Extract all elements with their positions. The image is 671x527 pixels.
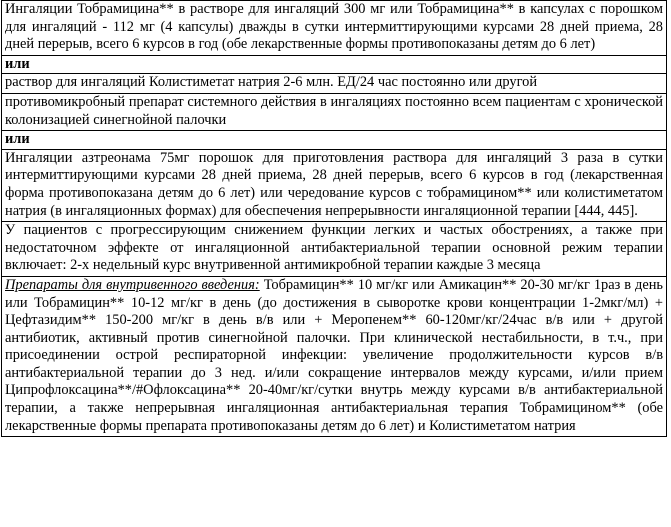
table-row <box>2 149 667 221</box>
table-row <box>2 74 667 94</box>
other-antimicrobial-cell: противомикробный препарат системного действия в ингаляциях постоянно всем пациентам с хронической колонизацией синегнойной палочки <box>2 93 667 130</box>
tobramycin-inhalation-cell: Ингаляции Тобрамицина** в растворе для ингаляций 300 мг или Тобрамицина** в капсулах с порошком для ингаляций - 112 мг (4 капсулы) дважды в сутки интермиттирующими курсами 28 дней приема, 28 дней перерыв, всего 6 курсов в год (обе лекарственные формы противопоказаны детям до 6 лет) <box>2 1 667 56</box>
treatment-table <box>1 0 667 437</box>
table-row <box>2 131 667 150</box>
table-row <box>2 276 667 436</box>
aztreonam-cell: Ингаляции азтреонама 75мг порошок для приготовления раствора для ингаляций 3 раза в сутки интермиттирующими курсами 28 дней приема, 28 дней перерыв, всего 6 курсов в год (лекарственная форма противопоказана детям до 6 лет) или чередование курсов с тобрамицином** или колистиметатом натрия (в ингаляционных формах) для обеспечения непрерывности ингаляционной терапии [444, 445]. <box>2 149 667 221</box>
table-row <box>2 55 667 74</box>
intravenous-label: Препараты для внутривенного введения: <box>5 276 260 293</box>
table-row <box>2 93 667 130</box>
intravenous-cell <box>2 276 667 436</box>
table-row <box>2 1 667 56</box>
progressive-decline-cell: У пациентов с прогрессирующим снижением функции легких и частых обострениях, а также при недостаточном эффекте от ингаляционной антибактериальной терапии основной режим терапии включает: 2-х недельный курс внутривенной антимикробной терапии каждые 3 месяца <box>2 222 667 277</box>
or-separator: или <box>2 131 667 150</box>
intravenous-text: Тобрамицин** 10 мг/кг или Амикацин** 20-30 мг/кг 1раз в день или Тобрамицин** 10-12 мг/кг в день (до достижения в сыворотке крови концентрации 1-2мкг/мл) + Цефтазидим** 150-200 мг/кг в день в/в или + Меропенем** 60-120мг/кг/24час в/в или + другой антибиотик, активный против синегнойной палочки. При клинической нестабильности, в т.ч., при присоединении острой респираторной инфекции: увеличение продолжительности курсов в/в антибактериальной терапии до 3 нед. и/или сокращение интервалов между курсами, и/или прием Ципрофлоксацина**/#Офлоксацина** 20-40мг/кг/сутки внутрь между курсами в/в антибактериальной терапии, а также непрерывная ингаляционная антибактериальная терапия Тобрамицином** (обе лекарственные формы препарата противопоказаны детям до 6 лет) и Колистиметатом натрия <box>5 276 663 434</box>
colistimethate-cell: раствор для ингаляций Колистиметат натрия 2-6 млн. ЕД/24 час постоянно или другой <box>2 74 667 94</box>
or-separator: или <box>2 55 667 74</box>
table-row <box>2 222 667 277</box>
